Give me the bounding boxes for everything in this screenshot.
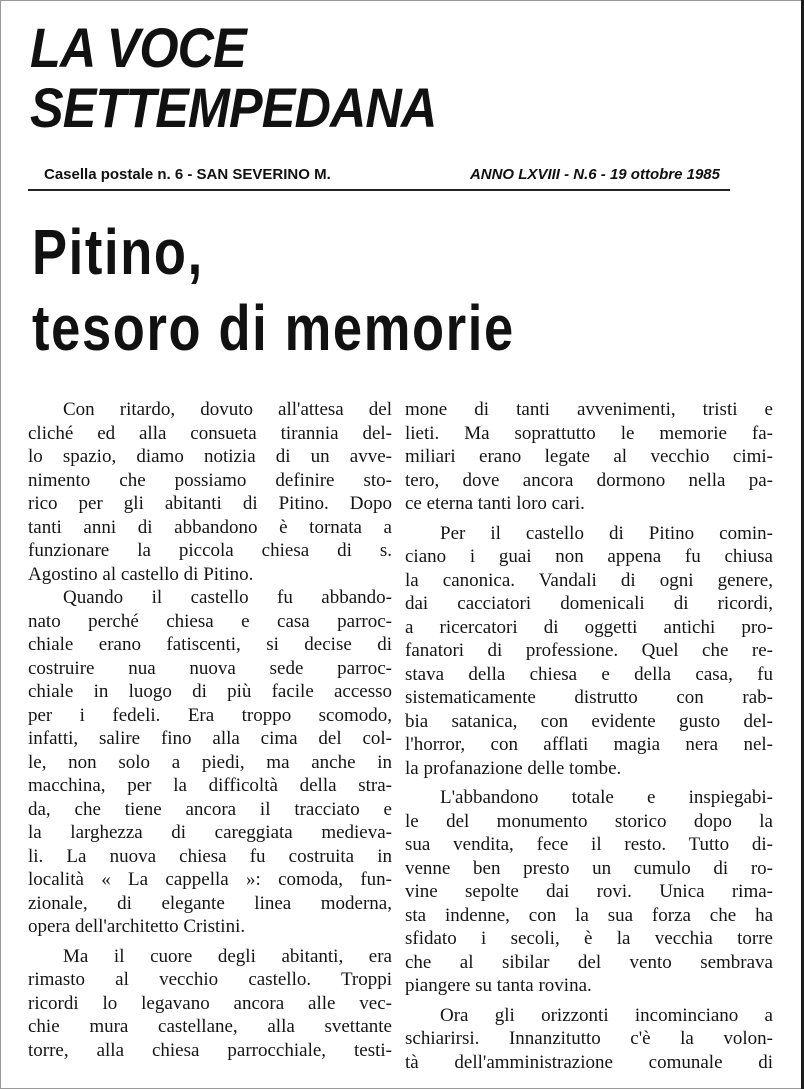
postal-address: Casella postale n. 6 - SAN SEVERINO M. xyxy=(44,166,331,183)
text-line: zionale, di elegante linea moderna, xyxy=(28,892,392,914)
text-line: chiale in luogo di più facile accesso xyxy=(28,681,392,702)
headline-line-1: Pitino, xyxy=(32,216,204,288)
masthead-line-1: LA VOCE xyxy=(30,16,246,79)
text-line: torre, alla chiesa parrocchiale, testi- xyxy=(28,1039,392,1061)
text-line: opera dell'architetto Cristini. xyxy=(28,916,246,937)
text-line: chiale erano fatiscenti, si decise di xyxy=(28,634,392,655)
text-line: rimasto al vecchio castello. Troppi xyxy=(28,969,392,990)
text-line: tanti anni di abbandono è tornata a xyxy=(28,516,392,538)
text-line: Con ritardo, dovuto all'attesa del xyxy=(63,399,392,420)
text-line: L'abbandono totale e inspiegabi- xyxy=(440,787,773,808)
text-line: venne ben presto un cumulo di ro- xyxy=(405,857,773,879)
masthead-line-2: SETTEMPEDANA xyxy=(30,76,437,139)
text-line: la larghezza di careggiata medieva- xyxy=(28,822,392,843)
text-line: la profanazione delle tombe. xyxy=(405,757,622,779)
text-line: Agostino al castello di Pitino. xyxy=(28,563,254,585)
text-line: fanatori di professione. Quel che re- xyxy=(405,640,773,661)
text-line: dai cacciatori domenicali di ricordi, xyxy=(405,593,773,614)
text-line: ricordi lo legavano ancora alle vec- xyxy=(28,992,392,1014)
text-line: mone di tanti avvenimenti, tristi e xyxy=(405,399,773,420)
article-column-left xyxy=(28,398,392,1062)
text-line: l'horror, con afflati magia nera nel- xyxy=(405,734,773,755)
text-line: sua vendita, fece il resto. Tutto di- xyxy=(405,834,773,855)
text-line: cliché ed alla consueta tirannia del- xyxy=(28,422,392,444)
text-line: stava della chiesa e della casa, fu xyxy=(405,663,773,685)
text-line: rico per gli abitanti di Pitino. Dopo xyxy=(28,493,392,514)
text-line: le del monumento storico dopo la xyxy=(405,810,773,832)
text-line: miliari erano legate al vecchio cimi- xyxy=(405,446,773,467)
text-line: li. La nuova chiesa fu costruita in xyxy=(28,845,392,867)
article-column-right xyxy=(405,398,773,1074)
text-line: sta indenne, con la sua forza che ha xyxy=(405,904,773,926)
text-line: lo spazio, diamo notizia di un avve- xyxy=(28,446,392,467)
text-line: Quando il castello fu abbando- xyxy=(63,587,392,608)
text-line: macchina, per la difficoltà della stra- xyxy=(28,775,392,796)
issue-info: ANNO LXVIII - N.6 - 19 ottobre 1985 xyxy=(469,166,720,183)
text-line: piangere su tanta rovina. xyxy=(405,975,592,996)
text-line: per i fedeli. Era troppo scomodo, xyxy=(28,704,392,726)
text-line: località « La cappella »: comoda, fun- xyxy=(28,869,392,890)
text-line: vine sepolte dai rovi. Unica rima- xyxy=(405,881,773,902)
header-rule xyxy=(28,189,730,191)
text-line: sistematicamente distrutto con rab- xyxy=(405,687,773,708)
text-line: a ricercatori di oggetti antichi pro- xyxy=(405,616,773,638)
text-line: sfidato i secoli, è la vecchia torre xyxy=(405,928,773,949)
text-line: che al sibilar del vento sembrava xyxy=(405,951,773,973)
text-line: la canonica. Vandali di ogni genere, xyxy=(405,569,773,591)
text-line: le, non solo a piedi, ma anche in xyxy=(28,751,392,773)
text-line: Ora gli orizzonti incominciano a xyxy=(440,1004,773,1026)
text-line: ciano i guai non appena fu chiusa xyxy=(405,546,773,567)
masthead xyxy=(30,18,436,138)
headline-line-2: tesoro di memorie xyxy=(32,292,515,364)
text-line: ce eterna tanti loro cari. xyxy=(405,493,585,514)
text-line: chie mura castellane, alla svettante xyxy=(28,1016,392,1037)
text-line: bia satanica, con evidente gusto del- xyxy=(405,710,773,732)
text-line: tà dell'amministrazione comunale di xyxy=(405,1051,773,1073)
text-line: funzionare la piccola chiesa di s. xyxy=(28,540,392,561)
text-line: tero, dove ancora dormono nella pa- xyxy=(405,469,773,491)
text-line: infatti, salire fino alla cima del col- xyxy=(28,728,392,749)
text-line: nato perché chiesa e casa parroc- xyxy=(28,610,392,632)
text-line: da, che tiene ancora il tracciato e xyxy=(28,798,392,820)
text-line: nimento che possiamo definire sto- xyxy=(28,469,392,491)
text-line: schiarirsi. Innanzitutto c'è la volon- xyxy=(405,1028,773,1049)
text-line: lieti. Ma soprattutto le memorie fa- xyxy=(405,422,773,444)
article-headline xyxy=(32,214,515,366)
text-line: Per il castello di Pitino comin- xyxy=(440,522,773,544)
text-line: costruire nua nuova sede parroc- xyxy=(28,657,392,679)
text-line: Ma il cuore degli abitanti, era xyxy=(63,945,392,967)
